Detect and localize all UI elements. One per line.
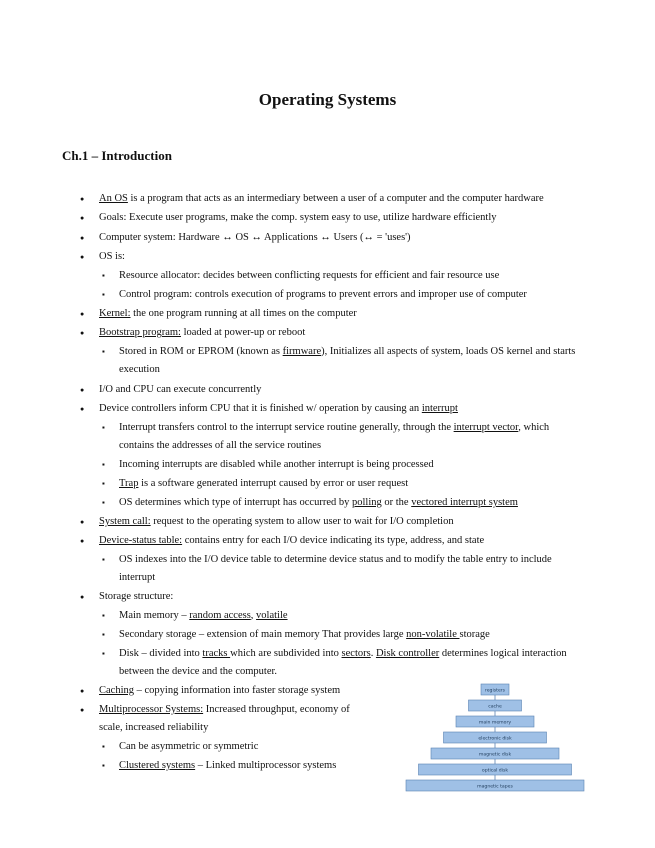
term-tracks: tracks <box>202 648 231 659</box>
term-bootstrap: Bootstrap program: <box>99 327 181 338</box>
sub-bullet-incoming <box>119 456 434 474</box>
sub-bullet-asymmetric <box>119 738 258 756</box>
bullet-text: storage <box>459 629 490 640</box>
pyramid-level <box>406 780 584 791</box>
bullet-computer-system <box>99 229 411 247</box>
term-trap: Trap <box>119 478 139 489</box>
bullet-bootstrap <box>99 324 305 342</box>
sub-bullet-isr <box>119 419 579 455</box>
bullet-caching <box>99 682 340 700</box>
bullet-text: – Linked multiprocessor systems <box>195 760 337 771</box>
term-multiprocessor: Multiprocessor Systems: <box>99 704 204 715</box>
sub-bullet-resource-allocator <box>119 267 499 285</box>
term-sectors: sectors <box>341 648 371 659</box>
bullet-text: Control program: controls execution of programs to prevent errors and improper use of computer <box>119 289 527 300</box>
bullet-text: Incoming interrupts are disabled while another interrupt is being processed <box>119 459 434 470</box>
bullet-text: OS determines which type of interrupt has occurred by <box>119 497 352 508</box>
bullet-os-is <box>99 248 125 266</box>
sub-bullet-trap <box>119 475 408 493</box>
bullet-text: . <box>370 648 376 659</box>
bullet-text: request to the operating system to allow user to wait for I/O completion <box>150 516 454 527</box>
term-caching: Caching <box>99 685 134 696</box>
term-disk-controller: Disk controller <box>375 648 440 659</box>
bullet-text: OS indexes into the I/O device table to determine device status and to modify the table entry to include interrupt <box>119 554 552 583</box>
bullet-text: Resource allocator: decides between conflicting requests for efficient and fair resource use <box>119 270 500 281</box>
bullet-text: Disk – divided into <box>119 648 203 659</box>
bullet-text: Computer system: Hardware ↔ OS ↔ Applications ↔ Users (↔ = 'uses') <box>99 232 411 243</box>
term-kernel: Kernel: <box>99 308 131 319</box>
bullet-text: Interrupt transfers control to the interrupt service routine generally, through the <box>119 422 454 433</box>
bullet-device-status <box>99 532 484 550</box>
pyramid-level <box>456 716 534 733</box>
term-firmware: firmware <box>282 346 322 357</box>
term-non-volatile: non-volatile <box>406 629 460 640</box>
term-interrupt-vector: interrupt vector <box>453 422 519 433</box>
bullet-io-cpu <box>99 381 261 399</box>
bullet-text: ), Initializes all aspects of system, loads OS kernel and starts execution <box>119 346 576 375</box>
bullet-text: Device controllers inform CPU that it is finished w/ operation by causing an <box>99 403 422 414</box>
bullet-text: which are subdivided into <box>230 648 342 659</box>
term-interrupt: interrupt <box>421 403 458 414</box>
term-os: An OS <box>99 193 128 204</box>
pyramid-level-label: registers <box>484 688 506 694</box>
bullet-text: Stored in ROM or EPROM (known as <box>119 346 283 357</box>
bullet-system-call <box>99 513 454 531</box>
bullet-text: Increased throughput, economy of scale, increased reliability <box>99 704 350 733</box>
bullet-text: the one program running at all times on the computer <box>130 308 357 319</box>
bullet-multiprocessor <box>99 701 364 737</box>
pyramid-level-label: magnetic tapes <box>477 784 513 790</box>
term-system-call: System call: <box>99 516 151 527</box>
bullet-text: is a software generated interrupt caused by error or user request <box>138 478 409 489</box>
sub-bullet-secondary <box>119 626 490 644</box>
chapter-heading: Ch.1 – Introduction <box>62 148 172 163</box>
bullet-text: Goals: Execute user programs, make the comp. system easy to use, utilize hardware efficiently <box>99 212 497 223</box>
pyramid-level-label: main memory <box>478 720 512 726</box>
bullet-text: Storage structure: <box>99 591 174 602</box>
pyramid-level <box>419 764 572 781</box>
bullet-text: or the <box>381 497 412 508</box>
sub-bullet-clustered <box>119 757 336 775</box>
term-vectored: vectored interrupt system <box>411 497 518 508</box>
bullet-text: determines logical interaction between the device and the computer. <box>119 648 567 677</box>
term-random-access: random access <box>189 610 251 621</box>
sub-bullet-control-program <box>119 286 527 304</box>
pyramid-level <box>431 748 559 765</box>
bullet-text: , <box>250 610 257 621</box>
bullet-text: OS is: <box>99 251 125 262</box>
pyramid-level-label: magnetic disk <box>478 752 512 758</box>
bullet-text: , which contains the addresses of all the service routines <box>119 422 550 451</box>
pyramid-level-label: cache <box>488 704 502 710</box>
sub-bullet-main-memory <box>119 607 288 625</box>
pyramid-level <box>469 700 522 717</box>
bullet-text: – copying information into faster storage system <box>134 685 341 696</box>
bullet-text: contains entry for each I/O device indicating its type, address, and state <box>182 535 485 546</box>
pyramid-level-label: electronic disk <box>478 736 512 742</box>
bullet-os-definition <box>99 190 544 208</box>
bullet-text: loaded at power-up or reboot <box>180 327 306 338</box>
sub-bullet-disk <box>119 645 584 681</box>
bullet-text: Can be asymmetric or symmetric <box>119 741 259 752</box>
bullet-device-controllers <box>99 400 458 418</box>
pyramid-level <box>481 684 509 701</box>
sub-bullet-indexes <box>119 551 579 587</box>
bullet-text: I/O and CPU can execute concurrently <box>99 384 262 395</box>
term-polling: polling <box>351 497 382 508</box>
bullet-text: Main memory – <box>119 610 190 621</box>
sub-bullet-rom <box>119 343 594 379</box>
bullet-storage <box>99 588 173 606</box>
pyramid-level <box>444 732 547 749</box>
storage-hierarchy-pyramid <box>404 683 586 795</box>
bullet-goals <box>99 209 497 227</box>
term-device-status: Device-status table: <box>99 535 183 546</box>
term-volatile: volatile <box>256 610 288 621</box>
page-title: Operating Systems <box>258 90 397 109</box>
pyramid-level-label: optical disk <box>481 768 509 774</box>
term-clustered: Clustered systems <box>119 760 196 771</box>
sub-bullet-determine <box>119 494 518 512</box>
bullet-kernel <box>99 305 357 323</box>
bullet-text: Secondary storage – extension of main memory That provides large <box>119 629 407 640</box>
bullet-text: is a program that acts as an intermediary between a user of a computer and the computer hardware <box>127 193 544 204</box>
